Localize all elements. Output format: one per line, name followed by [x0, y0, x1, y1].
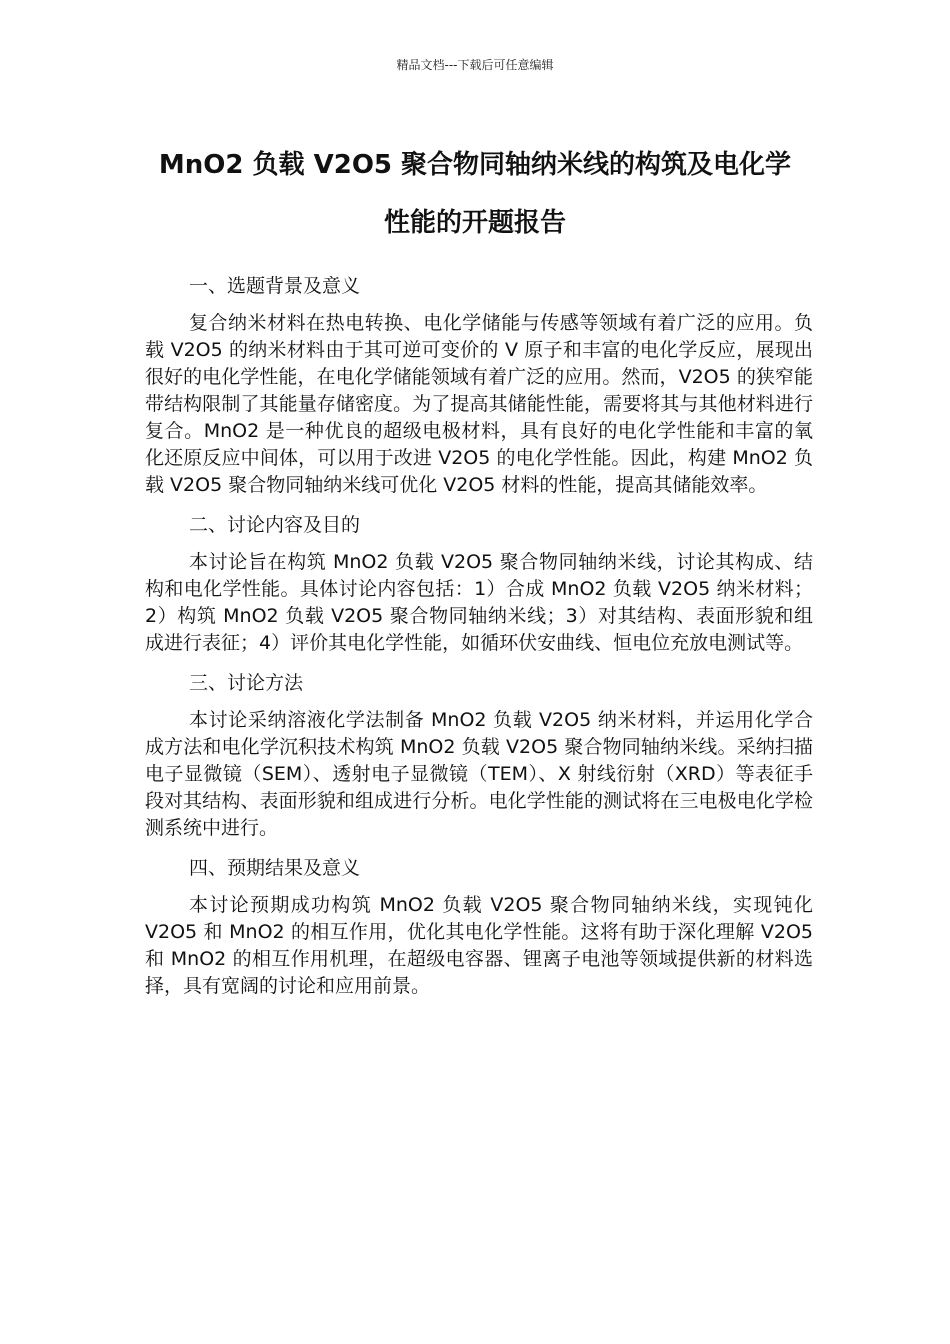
section-expected-results	[145, 852, 813, 1000]
section-heading: 四、预期结果及意义	[189, 857, 361, 879]
document-title-line-1: MnO2 负载 V2O5 聚合物同轴纳米线的构筑及电化学	[158, 150, 792, 180]
section-heading: 三、讨论方法	[189, 672, 304, 694]
section-paragraph: 本讨论采纳溶液化学法制备 MnO2 负载 V2O5 纳米材料，并运用化学合成方法和电化学沉积技术构筑 MnO2 负载 V2O5 聚合物同轴纳米线。采纳扫描电子显微镜（SEM）、透射电子显微镜（TEM）、X 射线衍射（XRD）等表征手段对其结构、表面形貌和组成进行分析。电化学性能的测试将在三电极电化学检测系统中进行。	[145, 709, 813, 839]
section-methods	[145, 667, 813, 842]
section-paragraph: 本讨论旨在构筑 MnO2 负载 V2O5 聚合物同轴纳米线，讨论其构成、结构和电化学性能。具体讨论内容包括：1）合成 MnO2 负载 V2O5 纳米材料；2）构筑 MnO2 负载 V2O5 聚合物同轴纳米线；3）对其结构、表面形貌和组成进行表征；4）评价其电化学性能，如循环伏安曲线、恒电位充放电测试等。	[145, 551, 813, 654]
document-title	[140, 136, 810, 252]
document-title-line-2: 性能的开题报告	[383, 208, 566, 238]
section-paragraph: 复合纳米材料在热电转换、电化学储能与传感等领域有着广泛的应用。负载 V2O5 的纳米材料由于其可逆可变价的 V 原子和丰富的电化学反应，展现出很好的电化学性能，在电化学储能领域有着广泛的应用。然而，V2O5 的狭窄能带结构限制了其能量存储密度。为了提高其储能性能，需要将其与其他材料进行复合。MnO2 是一种优良的超级电极材料，具有良好的电化学性能和丰富的氧化还原反应中间体，可以用于改进 V2O5 的电化学性能。因此，构建 MnO2 负载 V2O5 聚合物同轴纳米线可优化 V2O5 材料的性能，提高其储能效率。	[145, 312, 813, 496]
section-heading: 二、讨论内容及目的	[189, 514, 361, 536]
document-body	[145, 270, 813, 1010]
section-background	[145, 270, 813, 499]
page-header: 精品文档---下载后可任意编辑	[396, 58, 554, 72]
section-content-goals	[145, 509, 813, 657]
section-heading: 一、选题背景及意义	[189, 275, 361, 297]
section-paragraph: 本讨论预期成功构筑 MnO2 负载 V2O5 聚合物同轴纳米线，实现钝化 V2O5 和 MnO2 的相互作用，优化其电化学性能。这将有助于深化理解 V2O5 和 MnO2 的相互作用机理，在超级电容器、锂离子电池等领域提供新的材料选择，具有宽阔的讨论和应用前景。	[145, 894, 813, 997]
